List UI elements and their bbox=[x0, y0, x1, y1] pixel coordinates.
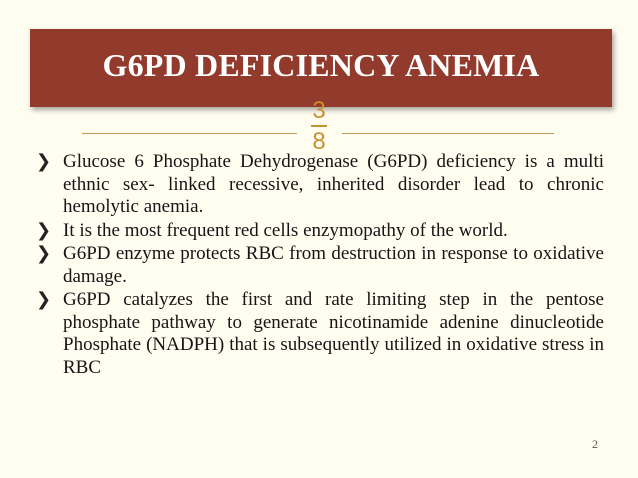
chevron-right-icon: ❯ bbox=[36, 151, 52, 172]
bullet-item bbox=[36, 289, 604, 379]
slide-title: G6PD DEFICIENCY ANEMIA bbox=[102, 46, 540, 83]
bullet-item bbox=[36, 243, 604, 288]
header-rule-left bbox=[82, 133, 297, 134]
fraction-numerator: 3 bbox=[312, 97, 326, 124]
header-fraction bbox=[305, 98, 333, 155]
bullet-item bbox=[36, 220, 604, 243]
bullet-text: It is the most frequent red cells enzymopathy of the world. bbox=[63, 219, 508, 241]
title-bar bbox=[30, 29, 612, 107]
bullet-item bbox=[36, 151, 604, 219]
fraction-denominator: 8 bbox=[312, 127, 326, 155]
header-rule-right bbox=[342, 133, 554, 134]
bullet-list bbox=[36, 151, 604, 380]
bullet-text: Glucose 6 Phosphate Dehydrogenase (G6PD) deficiency is a multi ethnic sex- linked recessive, inherited disorder lead to chronic hemolytic anemia. bbox=[63, 151, 604, 217]
page-number: 2 bbox=[592, 437, 598, 451]
fraction-bar bbox=[311, 125, 327, 127]
bullet-text: G6PD catalyzes the first and rate limiting step in the pentose phosphate pathway to generate nicotinamide adenine dinucleotide Phosphate (NADPH) that is subsequently utilized in oxidative stress in RBC bbox=[63, 289, 604, 378]
chevron-right-icon: ❯ bbox=[36, 243, 52, 264]
chevron-right-icon: ❯ bbox=[36, 219, 52, 241]
chevron-right-icon: ❯ bbox=[36, 289, 52, 310]
bullet-text: G6PD enzyme protects RBC from destruction in response to oxidative damage. bbox=[63, 243, 604, 287]
